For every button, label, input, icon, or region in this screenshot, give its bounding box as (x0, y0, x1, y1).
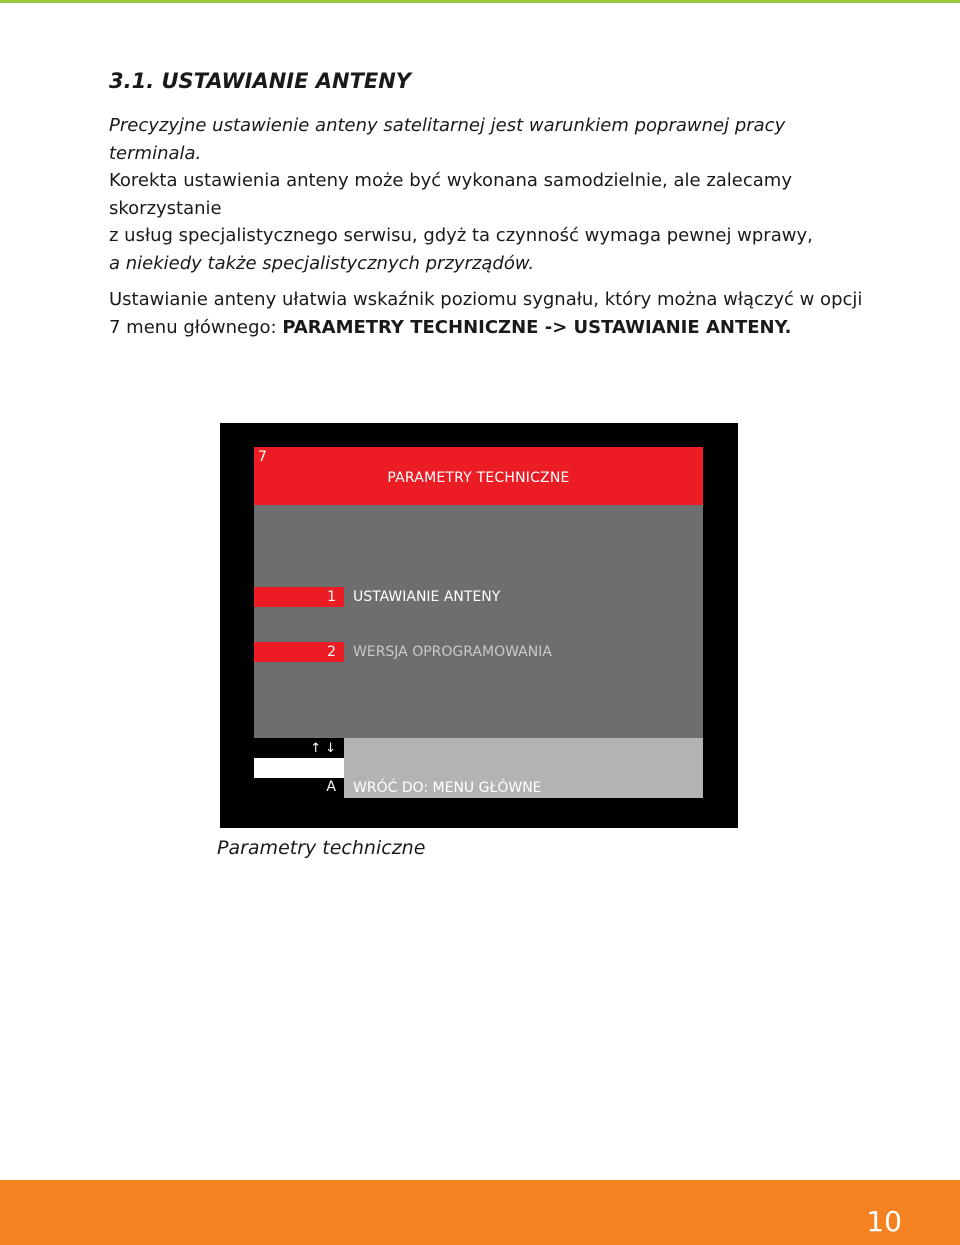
menu-header (254, 447, 703, 505)
intro-line-4: a niekiedy także specjalistycznych przyrządów. (109, 252, 535, 274)
menu-item-number: 1 (327, 589, 336, 605)
menu-footer-keys (254, 738, 344, 798)
intro-line-2: Korekta ustawienia anteny może być wykonana samodzielnie, ale zalecamy skorzystanie (109, 170, 792, 219)
menu-footer-actions (344, 738, 703, 798)
menu-item-number: 2 (327, 644, 336, 660)
menu-item-label: USTAWIANIE ANTENY (353, 589, 501, 605)
intro-paragraph (109, 112, 869, 277)
section-heading: 3.1. USTAWIANIE ANTENY (109, 69, 412, 93)
footer-divider (254, 758, 344, 778)
intro-line-1: Precyzyjne ustawienie anteny satelitarnej jest warunkiem poprawnej pracy terminala. (109, 115, 786, 164)
menu-item-label: WERSJA OPROGRAMOWANIA (353, 644, 552, 660)
instruction-line-1: Ustawianie anteny ułatwia wskaźnik poziomu sygnału, który można włączyć w opcji (109, 289, 863, 310)
menu-item-number-box (254, 642, 344, 662)
back-to-main-menu[interactable]: WRÓĆ DO: MENU GŁÓWNE (353, 780, 542, 796)
menu-body (254, 505, 703, 739)
up-down-arrows-icon: ↑↓ (310, 741, 340, 756)
tv-menu-screenshot (220, 423, 738, 828)
instruction-line-2-prefix: 7 menu głównego: (109, 316, 283, 338)
back-key: A (326, 779, 336, 795)
menu-number: 7 (258, 449, 267, 465)
page-number: 10 (866, 1205, 902, 1238)
menu-title: PARAMETRY TECHNICZNE (387, 470, 570, 486)
bottom-footer-bar (0, 1180, 960, 1245)
intro-line-3: z usług specjalistycznego serwisu, gdyż ta czynność wymaga pewnej wprawy, (109, 225, 813, 246)
figure-caption: Parametry techniczne (217, 837, 426, 859)
menu-path: PARAMETRY TECHNICZNE -> USTAWIANIE ANTENY. (282, 316, 792, 338)
menu-item-number-box (254, 587, 344, 607)
instruction-paragraph (109, 286, 869, 341)
top-accent-bar (0, 0, 960, 3)
